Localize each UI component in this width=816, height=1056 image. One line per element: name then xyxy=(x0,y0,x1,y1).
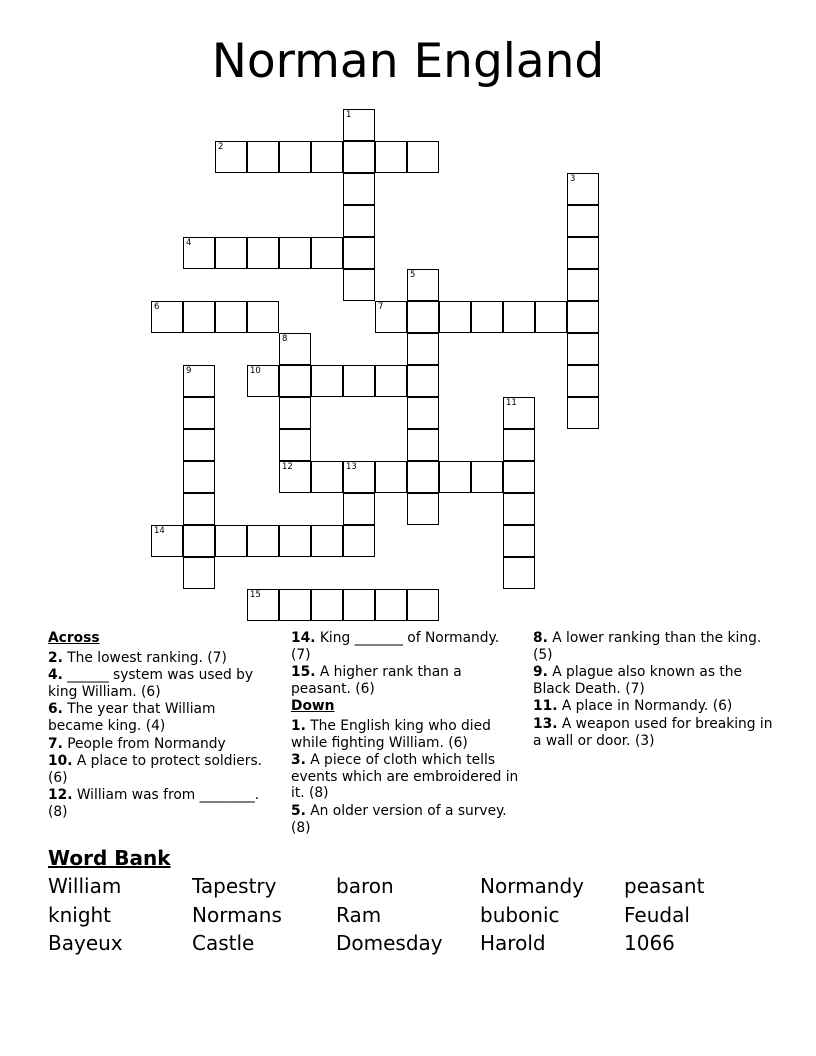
crossword-cell[interactable] xyxy=(343,141,375,173)
crossword-cell[interactable] xyxy=(311,237,343,269)
crossword-cell[interactable] xyxy=(279,237,311,269)
crossword-cell[interactable] xyxy=(247,365,279,397)
crossword-cell[interactable] xyxy=(279,141,311,173)
crossword-cell[interactable] xyxy=(183,493,215,525)
crossword-cell[interactable] xyxy=(311,365,343,397)
word-bank-item: 1066 xyxy=(624,931,675,955)
clue-number: 9 xyxy=(186,366,192,376)
word-bank-item: Harold xyxy=(480,931,546,955)
crossword-cell[interactable] xyxy=(567,397,599,429)
crossword-cell[interactable] xyxy=(183,461,215,493)
across-clue-10: 10. A place to protect soldiers. (6) xyxy=(48,753,263,786)
across-clue-15: 15. A higher rank than a peasant. (6) xyxy=(291,664,462,697)
crossword-cell[interactable] xyxy=(279,429,311,461)
crossword-cell[interactable] xyxy=(375,301,407,333)
down-clue-3: 3. A piece of cloth which tells events which are embroidered in it. (8) xyxy=(291,752,519,802)
crossword-cell[interactable] xyxy=(279,333,311,365)
crossword-cell[interactable] xyxy=(503,397,535,429)
clue-number: 6 xyxy=(154,302,160,312)
crossword-cell[interactable] xyxy=(567,301,599,333)
crossword-cell[interactable] xyxy=(503,493,535,525)
crossword-cell[interactable] xyxy=(183,301,215,333)
crossword-cell[interactable] xyxy=(375,461,407,493)
word-bank-item: baron xyxy=(336,874,394,898)
down-clue-1: 1. The English king who died while fighting William. (6) xyxy=(291,717,491,751)
page-title: Norman England xyxy=(211,34,605,89)
crossword-cell[interactable] xyxy=(183,397,215,429)
crossword-cell[interactable] xyxy=(343,205,375,237)
crossword-cell[interactable] xyxy=(503,429,535,461)
crossword-cell[interactable] xyxy=(407,429,439,461)
down-clue-13: 13. A weapon used for breaking in a wall or door. (3) xyxy=(533,715,773,749)
down-clue-9: 9. A plague also known as the Black Death. (7) xyxy=(533,664,743,697)
clues-column-1 xyxy=(48,630,266,822)
crossword-cell[interactable] xyxy=(567,333,599,365)
crossword-cell[interactable] xyxy=(215,301,247,333)
crossword-cell[interactable] xyxy=(183,557,215,589)
word-bank-item: Tapestry xyxy=(192,874,277,898)
clue-number: 4 xyxy=(186,238,192,248)
crossword-cell[interactable] xyxy=(407,397,439,429)
crossword-cell[interactable] xyxy=(183,429,215,461)
clue-number: 3 xyxy=(570,174,576,184)
word-bank-item: William xyxy=(48,874,122,898)
crossword-cell[interactable] xyxy=(567,237,599,269)
across-heading: Across xyxy=(48,630,100,646)
crossword-cell[interactable] xyxy=(407,333,439,365)
crossword-cell[interactable] xyxy=(311,141,343,173)
word-bank-item: Normandy xyxy=(480,874,585,898)
crossword-cell[interactable] xyxy=(567,173,599,205)
across-clue-7: 7. People from Normandy xyxy=(48,735,226,752)
crossword-cell[interactable] xyxy=(343,173,375,205)
crossword-cell[interactable] xyxy=(311,525,343,557)
crossword-cell[interactable] xyxy=(503,301,535,333)
clue-number: 5 xyxy=(410,270,416,280)
crossword-cell[interactable] xyxy=(375,141,407,173)
crossword-cell[interactable] xyxy=(279,461,311,493)
crossword-cell[interactable] xyxy=(567,205,599,237)
crossword-cell[interactable] xyxy=(407,493,439,525)
crossword-cell[interactable] xyxy=(407,461,439,493)
crossword-cell[interactable] xyxy=(503,557,535,589)
clue-number: 14 xyxy=(154,526,165,536)
crossword-cell[interactable] xyxy=(343,589,375,621)
across-clue-4: 4. ______ system was used by king William. (6) xyxy=(48,667,254,700)
across-clue-12: 12. William was from ________. (8) xyxy=(48,787,260,820)
crossword-cell[interactable] xyxy=(311,461,343,493)
crossword-cell[interactable] xyxy=(215,525,247,557)
crossword-cell[interactable] xyxy=(407,301,439,333)
clue-number: 15 xyxy=(250,590,261,600)
crossword-cell[interactable] xyxy=(503,525,535,557)
crossword-cell[interactable] xyxy=(343,237,375,269)
across-clue-6: 6. The year that William became king. (4) xyxy=(48,701,216,734)
word-bank-item: Ram xyxy=(336,903,382,927)
clue-number: 2 xyxy=(218,142,224,152)
clue-number: 1 xyxy=(346,110,352,120)
crossword-cell[interactable] xyxy=(151,301,183,333)
down-clue-8: 8. A lower ranking than the king. (5) xyxy=(533,630,762,663)
clue-number: 7 xyxy=(378,302,384,312)
crossword-cell[interactable] xyxy=(343,109,375,141)
crossword-cell[interactable] xyxy=(471,461,503,493)
across-clue-14: 14. King _______ of Normandy. (7) xyxy=(291,630,500,663)
clues-column-2 xyxy=(291,630,523,837)
crossword-cell[interactable] xyxy=(375,589,407,621)
crossword-cell[interactable] xyxy=(183,237,215,269)
crossword-cell[interactable] xyxy=(247,301,279,333)
crossword-cell[interactable] xyxy=(375,365,407,397)
crossword-cell[interactable] xyxy=(279,525,311,557)
down-clue-5: 5. An older version of a survey. (8) xyxy=(291,802,507,836)
crossword-cell[interactable] xyxy=(407,269,439,301)
down-heading: Down xyxy=(291,698,335,715)
crossword-cell[interactable] xyxy=(279,397,311,429)
crossword-cell[interactable] xyxy=(343,525,375,557)
crossword-cell[interactable] xyxy=(183,525,215,557)
crossword-cell[interactable] xyxy=(247,589,279,621)
crossword-cell[interactable] xyxy=(343,365,375,397)
word-bank-item: bubonic xyxy=(480,903,560,927)
crossword-cell[interactable] xyxy=(407,141,439,173)
word-bank-item: knight xyxy=(48,903,112,927)
crossword-cell[interactable] xyxy=(407,589,439,621)
crossword-cell[interactable] xyxy=(567,269,599,301)
word-bank-item: Domesday xyxy=(336,931,443,955)
crossword-cell[interactable] xyxy=(311,589,343,621)
clue-number: 12 xyxy=(282,462,293,472)
crossword-cell[interactable] xyxy=(279,589,311,621)
clue-number: 13 xyxy=(346,462,357,472)
crossword-cell[interactable] xyxy=(439,301,471,333)
clue-number: 11 xyxy=(506,398,517,408)
crossword-cell[interactable] xyxy=(343,493,375,525)
crossword-cell[interactable] xyxy=(183,365,215,397)
crossword-cell[interactable] xyxy=(343,269,375,301)
clues-column-3 xyxy=(533,630,773,750)
word-bank-item: Feudal xyxy=(624,903,690,927)
word-bank-item: Castle xyxy=(192,931,255,955)
crossword-cell[interactable] xyxy=(439,461,471,493)
crossword-cell[interactable] xyxy=(279,365,311,397)
word-bank-item: peasant xyxy=(624,874,705,898)
word-bank-item: Bayeux xyxy=(48,931,123,955)
word-bank-item: Normans xyxy=(192,903,282,927)
crossword-cell[interactable] xyxy=(151,525,183,557)
crossword-cell[interactable] xyxy=(215,141,247,173)
crossword-cell[interactable] xyxy=(407,365,439,397)
crossword-cell[interactable] xyxy=(215,237,247,269)
clue-number: 8 xyxy=(282,334,288,344)
crossword-cell[interactable] xyxy=(471,301,503,333)
word-bank-title: Word Bank xyxy=(48,846,171,870)
crossword-cell[interactable] xyxy=(343,461,375,493)
crossword-cell[interactable] xyxy=(503,461,535,493)
crossword-cell[interactable] xyxy=(535,301,567,333)
crossword-cell[interactable] xyxy=(247,141,279,173)
clue-number: 10 xyxy=(250,366,261,376)
down-clue-11: 11. A place in Normandy. (6) xyxy=(533,698,733,715)
crossword-cell[interactable] xyxy=(247,525,279,557)
crossword-cell[interactable] xyxy=(567,365,599,397)
across-clue-2: 2. The lowest ranking. (7) xyxy=(48,649,227,666)
crossword-cell[interactable] xyxy=(247,237,279,269)
